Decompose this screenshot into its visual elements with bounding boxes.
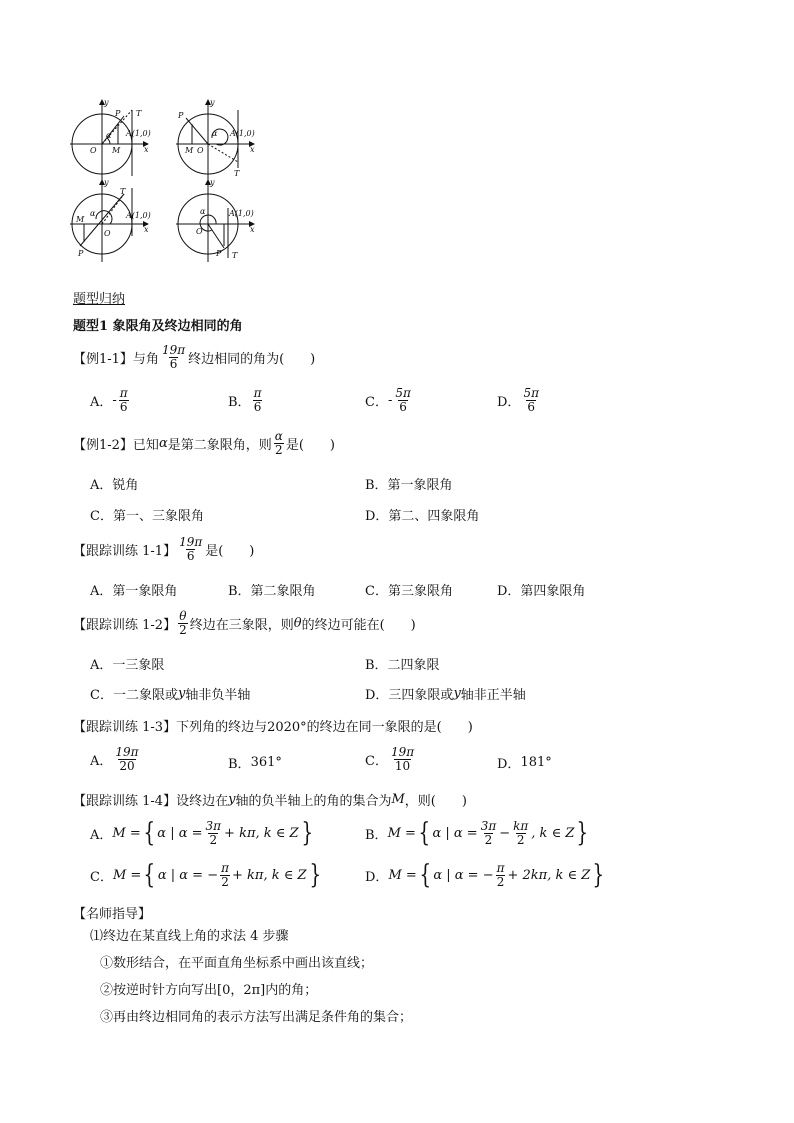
tr1-3-option-a[interactable]: A． $\frac{19\pi}{20}$: [90, 745, 139, 773]
svg-text:x: x: [250, 225, 255, 234]
svg-text:P: P: [216, 249, 222, 258]
figure-quadrant-4: [176, 180, 254, 262]
guide-title: 【名师指导】: [73, 907, 152, 922]
svg-text:y: y: [104, 178, 109, 187]
svg-text:T: T: [232, 251, 238, 260]
point-m-label: M: [112, 146, 121, 155]
svg-text:A(1,0): A(1,0): [229, 209, 254, 218]
svg-text:α: α: [212, 129, 218, 138]
tr1-2-option-d[interactable]: D．三四象限或 y 轴非正半轴: [365, 686, 526, 703]
tr1-3-option-c[interactable]: C． $\frac{19\pi}{10}$: [365, 745, 415, 773]
ex1-1-option-b[interactable]: B． $\frac{\pi}{6}$: [228, 386, 262, 414]
svg-text:O: O: [104, 229, 111, 238]
training-1-3: 【跟踪训练 1-3】下列角的终边与2020°的终边在同一象限的是( ): [73, 720, 473, 735]
svg-text:M: M: [185, 146, 194, 155]
svg-text:x: x: [250, 145, 255, 154]
training-1-4: 【跟踪训练 1-4】设终边在 y 轴的负半轴上的角的集合为 M ，则( ): [73, 792, 467, 809]
topic1-title: 题型1 象限角及终边相同的角: [73, 319, 243, 334]
tr1-1-option-a[interactable]: A．第一象限角: [90, 584, 178, 599]
training-1-1: 【跟踪训练 1-1】 $\frac{19\pi}{6}$ 是( ): [73, 535, 255, 563]
svg-text:A(1,0): A(1,0): [230, 129, 255, 138]
ex1-1-option-c[interactable]: C． - $\frac{5\pi}{6}$: [365, 386, 411, 414]
guide-line-3: ②按逆时针方向写出[0，2π]内的角；: [100, 983, 318, 998]
guide-line-2: ①数形结合，在平面直角坐标系中画出该直线；: [100, 956, 374, 971]
tr1-4-option-a[interactable]: A． M = { α | α = $\frac{3\pi}{2}$ + kπ, k ∈ Z }: [90, 818, 313, 849]
unit-circle-figures: [66, 96, 266, 262]
tr1-2-option-a[interactable]: A．一三象限: [90, 658, 165, 673]
tr1-1-option-d[interactable]: D．第四象限角: [497, 584, 586, 599]
tr1-1-option-c[interactable]: C．第三象限角: [365, 584, 453, 599]
svg-text:O: O: [197, 146, 204, 155]
example-1-1: 【例1-1】与角 $\frac{19\pi}{6}$ 终边相同的角为( ): [73, 343, 316, 371]
svg-text:M: M: [76, 215, 85, 224]
tr1-3-option-b[interactable]: B． 361°: [228, 755, 282, 772]
example-1-2: 【例1-2】已知 α 是第二象限角，则 $\frac{\alpha}{2}$ 是( ): [73, 429, 335, 457]
tr1-4-option-c[interactable]: C． M = { α | α = − $\frac{\pi}{2}$ + kπ, k ∈ Z }: [90, 860, 321, 891]
x-label: x: [144, 145, 149, 154]
fraction: $\frac{19\pi}{6}$: [161, 343, 186, 371]
guide-line-4: ③再由终边相同角的表示方法写出满足条件角的集合；: [100, 1010, 413, 1025]
ex1-2-option-c[interactable]: C．第一、三象限角: [90, 509, 204, 524]
section-heading: 题型归纳: [73, 292, 126, 307]
origin-label: O: [90, 146, 97, 155]
svg-text:α: α: [200, 207, 206, 216]
tr1-1-option-b[interactable]: B．第二象限角: [228, 584, 316, 599]
svg-text:α: α: [90, 209, 96, 218]
svg-text:T: T: [120, 187, 126, 196]
ex1-1-option-d[interactable]: D． $\frac{5\pi}{6}$: [497, 386, 539, 414]
point-t-label: T: [136, 109, 142, 118]
guide-line-1: ⑴终边在某直线上角的求法 4 步骤: [90, 929, 289, 944]
svg-text:T: T: [234, 169, 240, 178]
point-p-label: P: [115, 109, 121, 118]
y-label: y: [104, 98, 109, 107]
svg-text:P: P: [78, 249, 84, 258]
training-1-2: 【跟踪训练 1-2】 $\frac{\theta}{2}$ 终边在三象限，则 θ 的终边可能在( ): [73, 609, 416, 637]
tr1-4-option-d[interactable]: D． M = { α | α = − $\frac{\pi}{2}$ + 2kπ, k ∈ Z }: [365, 860, 605, 891]
tr1-4-option-b[interactable]: B． M = { α | α = $\frac{3\pi}{2}$ − $\frac{k\pi}{2}$ , k ∈ Z }: [365, 818, 589, 849]
tr1-2-option-c[interactable]: C．一二象限或 y 轴非负半轴: [90, 686, 251, 703]
svg-text:P: P: [178, 111, 184, 120]
alpha-label: α: [106, 131, 112, 140]
tr1-2-option-b[interactable]: B．二四象限: [365, 658, 440, 673]
figure-quadrant-2: [176, 100, 254, 188]
ex1-2-option-d[interactable]: D．第二、四象限角: [365, 509, 480, 524]
svg-text:y: y: [210, 98, 215, 107]
svg-text:O: O: [196, 227, 203, 236]
ex1-2-option-a[interactable]: A．锐角: [90, 478, 139, 493]
svg-text:y: y: [210, 178, 215, 187]
tr1-3-option-d[interactable]: D． 181°: [497, 755, 552, 772]
svg-text:A(1,0): A(1,0): [126, 211, 151, 220]
point-a-label: A(1,0): [126, 129, 151, 138]
ex1-2-option-b[interactable]: B．第一象限角: [365, 478, 453, 493]
svg-text:x: x: [144, 225, 149, 234]
ex1-1-option-a[interactable]: A． - $\frac{\pi}{6}$: [90, 386, 128, 414]
